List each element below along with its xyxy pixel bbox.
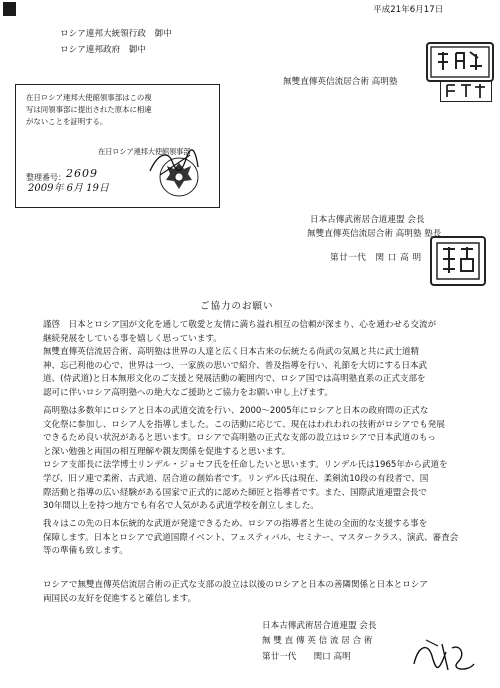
body-line: ロシア支部長に法学博士リンデル・ジョセフ氏を任命したいと思います。リンデル氏は1965年から武道を [43, 460, 448, 471]
body-line: 保障します。日本とロシアで武道国際イベント、フェスティバル、セミナー、マスタークラス、演武、審査会 [43, 532, 459, 543]
consular-certification-box [15, 84, 220, 208]
body-line: できるため良い状況があると思います。ロシアで高明塾の正式な支部の設立はロシアで日本武道のもっ [43, 433, 436, 444]
body-paragraph-3 [43, 518, 458, 559]
closing-signature [408, 634, 478, 678]
certification-line-1: 在日ロシア連邦大使館領事部はこの複 [26, 93, 152, 102]
body-line: 神、忘己利他の心で、世界は一つ、一家族の思いで紹介、普及指導を行い、礼節を大切にする日本武 [43, 360, 428, 371]
certification-line-2: 写は同領事部に提出された原本に相違 [26, 105, 152, 114]
body-line: 高明塾は多数年にロシアと日本の武道交流を行い、2000～2005年にロシアと日本の政府間の正式な [43, 406, 429, 416]
recipient-presidential-administration: ロシア連邦大統領行政 御中 [60, 29, 172, 39]
body-line: 無雙直傳英信流居合術、高明塾は世界の人達と広く日本古来の伝統たる尚武の気風と共に武士道精 [43, 347, 420, 358]
dojo-seal-stamp-bottom [440, 80, 492, 102]
body-line: 我々はこの先の日本伝統的な武道が発達できるため、ロシアの指導者と生徒の全面的な支援する事を [43, 519, 428, 529]
document-date: 平成21年6月17日 [373, 5, 444, 15]
body-line: 文化祭に参加し、ロシア人を指導しました。この活動に応じて、現在はわれわれの技術がロシアでも発展 [43, 419, 445, 430]
body-line: 学び、旧ソ連で柔術、古武道、居合道の創始者です。リンデル氏は現在、柔剣流10段の有段者で、国 [43, 473, 429, 484]
body-line: 際活動と指導の広い経験がある国家で正式的に認めた師匠と指導者です。また、国際武道連盟会長で [43, 487, 427, 498]
consular-office-label: 在日ロシア連邦大使館領事部 [98, 147, 191, 156]
closing-federation-line: 日本古傳武術居合道連盟 会長 [262, 621, 377, 631]
dojo-head-line: 無雙直傳英信流居合術 高明塾 塾長 [307, 229, 442, 239]
signatory-name-upper: 第廿一代 関 口 高 明 [330, 253, 422, 263]
body-line: 等の準備も致します。 [43, 546, 128, 557]
body-line: 30年間以上を持つ地方でも有名で人気がある武道学校を創立しました。 [43, 501, 319, 512]
corner-stamp-mark [3, 2, 16, 16]
body-paragraph-4 [43, 579, 428, 606]
certification-line-3: がないことを証明する。 [26, 117, 108, 126]
personal-seal-upper [430, 236, 486, 286]
top-sender-name: 無雙直傳英信流居合術 高明塾 [283, 77, 398, 87]
closing-school-line: 無 雙 直 傳 英 信 流 居 合 術 [262, 636, 373, 646]
body-line: 継続発展をしている事を嬉しく思っています。 [43, 333, 222, 344]
certification-date: 2009年 6月 19日 [28, 183, 109, 194]
federation-chairman-line: 日本古傳武術居合道連盟 会長 [310, 215, 425, 225]
letter-title: ご協力のお願い [200, 301, 274, 312]
body-line: 道、(侍武道)と日本無形文化のご支援と発展活動の範囲内で、ロシア国では高明塾直系の正式支部を [43, 374, 426, 385]
closing-signatory-name: 第廿一代 関口 高明 [262, 652, 351, 662]
body-line: 認可に伴いロシア高明塾への絶大なご援助とご協力をお願い申し上げます。 [43, 387, 333, 398]
recipient-government: ロシア連邦政府 御中 [60, 45, 146, 55]
dojo-seal-stamp-top [426, 42, 494, 82]
body-line: ロシアで無雙直傳英信流居合術の正式な支部の設立は以後のロシアと日本の善隣関係と日本とロシア [43, 580, 428, 590]
body-paragraph-1 [43, 319, 436, 401]
consular-signature [146, 147, 202, 181]
body-line: 謹啓 日本とロシア国が文化を通して敬愛と友情に満ち溢れ相互の信頼が深まり、心を通わせる交流が [43, 320, 437, 330]
registration-number: 2609 [66, 167, 98, 180]
registration-label: 整理番号： [26, 173, 66, 182]
body-line: 両国民の友好を促進すると確信します。 [43, 593, 197, 604]
body-paragraph-2 [43, 405, 448, 514]
body-line: と深い勉強と両国の相互理解や親友関係を促進すると思います。 [43, 446, 291, 457]
